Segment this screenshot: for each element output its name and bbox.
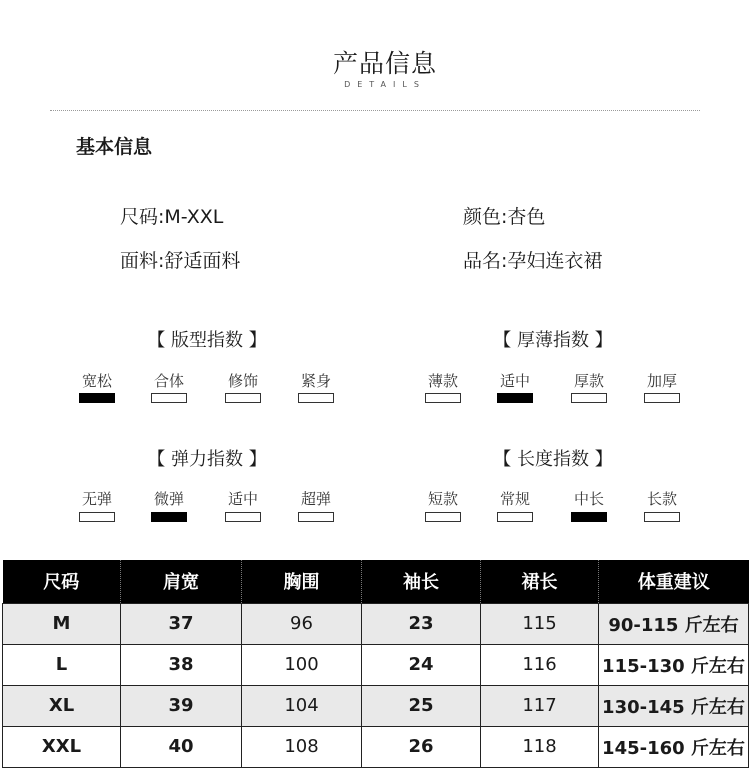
fit-option-label: 紧身 (300, 372, 331, 390)
table-cell: 130-145 斤左右 (599, 685, 749, 726)
elasticity-option-label: 超弹 (300, 490, 331, 508)
thickness-option-box (425, 393, 461, 403)
size-table-header-row (3, 560, 749, 603)
length-index-title: 【 长度指数 】 (493, 449, 613, 470)
table-cell: 40 (121, 726, 242, 767)
size-table (2, 560, 749, 768)
page-subtitle: DETAILS (344, 80, 426, 89)
elasticity-option-label: 适中 (227, 490, 258, 508)
column-header: 袖长 (362, 560, 481, 603)
column-header: 肩宽 (121, 560, 242, 603)
fabric-info (120, 246, 240, 273)
table-cell: 115-130 斤左右 (599, 644, 749, 685)
elasticity-option-label: 微弹 (153, 490, 184, 508)
thickness-option-label: 加厚 (646, 372, 677, 390)
table-cell: 90-115 斤左右 (599, 603, 749, 644)
size-value: M-XXL (164, 206, 224, 228)
table-cell: 25 (362, 685, 481, 726)
table-cell: 104 (242, 685, 362, 726)
fit-index-title: 【 版型指数 】 (147, 330, 267, 351)
column-header: 裙长 (481, 560, 599, 603)
name-value: 孕妇连衣裙 (507, 250, 603, 272)
length-option-label: 短款 (427, 490, 458, 508)
length-option-box (497, 512, 533, 522)
table-cell: 24 (362, 644, 481, 685)
fit-option-box-selected (79, 393, 115, 403)
thickness-option-box (571, 393, 607, 403)
fabric-value: 舒适面料 (164, 250, 241, 272)
table-row (3, 685, 749, 726)
table-cell: 38 (121, 644, 242, 685)
thickness-option-box (644, 393, 680, 403)
elasticity-index-title: 【 弹力指数 】 (147, 449, 267, 470)
table-cell: 37 (121, 603, 242, 644)
size-info (120, 202, 223, 229)
elasticity-option-label: 无弹 (81, 490, 112, 508)
color-value: 杏色 (507, 206, 546, 228)
elasticity-option-box-selected (151, 512, 187, 522)
length-option-box (644, 512, 680, 522)
elasticity-option-box (79, 512, 115, 522)
thickness-index-title: 【 厚薄指数 】 (493, 330, 613, 351)
fit-option-label: 修饰 (227, 372, 258, 390)
table-cell: 115 (481, 603, 599, 644)
length-option-box-selected (571, 512, 607, 522)
color-label: 颜色: (463, 206, 508, 228)
length-option-label: 中长 (573, 490, 604, 508)
column-header: 体重建议 (599, 560, 749, 603)
fit-option-label: 宽松 (81, 372, 112, 390)
table-cell: 108 (242, 726, 362, 767)
table-cell: XL (3, 685, 121, 726)
column-header: 胸围 (242, 560, 362, 603)
fit-option-box (151, 393, 187, 403)
table-row (3, 644, 749, 685)
table-row (3, 726, 749, 767)
column-header: 尺码 (3, 560, 121, 603)
color-info (463, 202, 545, 229)
table-cell: 100 (242, 644, 362, 685)
name-info (463, 246, 602, 273)
table-cell: XXL (3, 726, 121, 767)
fit-option-label: 合体 (153, 372, 184, 390)
table-cell: 145-160 斤左右 (599, 726, 749, 767)
fabric-label: 面料: (120, 250, 165, 272)
thickness-option-label: 适中 (499, 372, 530, 390)
elasticity-option-box (298, 512, 334, 522)
elasticity-option-box (225, 512, 261, 522)
fit-option-box (298, 393, 334, 403)
table-cell: L (3, 644, 121, 685)
page-title: 产品信息 (332, 49, 437, 78)
table-cell: 116 (481, 644, 599, 685)
table-cell: 23 (362, 603, 481, 644)
table-cell: M (3, 603, 121, 644)
dotted-divider (50, 110, 700, 111)
table-cell: 117 (481, 685, 599, 726)
size-label: 尺码: (120, 206, 165, 228)
length-option-label: 长款 (646, 490, 677, 508)
name-label: 品名: (463, 250, 508, 272)
fit-option-box (225, 393, 261, 403)
table-cell: 118 (481, 726, 599, 767)
table-cell: 96 (242, 603, 362, 644)
thickness-option-box-selected (497, 393, 533, 403)
length-option-box (425, 512, 461, 522)
length-option-label: 常规 (499, 490, 530, 508)
table-cell: 26 (362, 726, 481, 767)
thickness-option-label: 厚款 (573, 372, 604, 390)
table-cell: 39 (121, 685, 242, 726)
thickness-option-label: 薄款 (427, 372, 458, 390)
table-row (3, 603, 749, 644)
basic-info-heading: 基本信息 (76, 136, 153, 158)
